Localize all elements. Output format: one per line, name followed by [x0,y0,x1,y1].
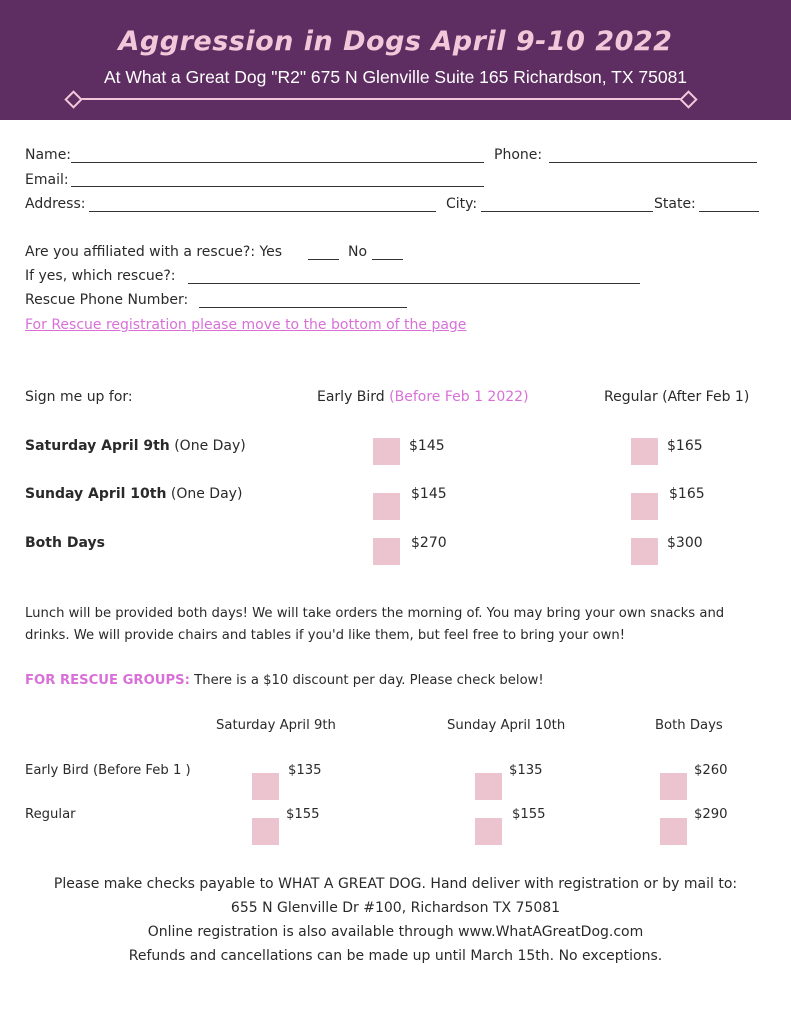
rescue-phone-field[interactable] [199,307,407,308]
footer-line1: Please make checks payable to WHAT A GREAT DOG. Hand deliver with registration or by mail to: [53,876,738,892]
option-day: Sunday April 10th [25,486,167,502]
saturday-option [25,438,246,454]
event-subtitle: At What a Great Dog "R2" 675 N Glenville Suite 165 Richardson, TX 75081 [103,67,688,87]
state-label: State: [654,196,696,212]
rescue-registration-link[interactable]: For Rescue registration please move to the bottom of the page [25,317,467,333]
rescue-text: There is a $10 discount per day. Please check below! [194,673,544,688]
col-sunday: Sunday April 10th [447,718,566,733]
early-bird-label: Early Bird [317,389,385,405]
price: $260 [694,763,728,778]
phone-field[interactable] [549,162,757,163]
footer-line3: Online registration is also available through www.WhatAGreatDog.com [147,924,644,940]
rescue-phone-label: Rescue Phone Number: [25,292,189,308]
lunch-note-line2: drinks. We will provide chairs and tables if you'd like them, but feel free to bring your own! [25,628,626,643]
price: $135 [288,763,322,778]
address-label: Address: [25,196,86,212]
rescue-no-field[interactable] [372,259,403,260]
early-bird-header [317,389,529,405]
price: $145 [411,486,447,502]
rescue-row-label: Early Bird (Before Feb 1 ) [25,763,191,778]
decorative-line [76,98,686,100]
name-field[interactable] [71,162,484,163]
checkbox-rescue-regular-both[interactable] [660,818,687,845]
early-bird-note: (Before Feb 1 2022) [389,389,529,405]
checkbox-both-regular[interactable] [631,538,658,565]
signup-label: Sign me up for: [25,389,133,405]
phone-label: Phone: [494,147,543,163]
email-label: Email: [25,172,69,188]
lunch-note-line1: Lunch will be provided both days! We will take orders the morning of. You may bring your own snacks and [25,606,725,621]
option-day: Saturday April 9th [25,438,170,454]
col-both: Both Days [655,718,723,733]
option-note: (One Day) [174,438,246,454]
price: $290 [694,807,728,822]
col-saturday: Saturday April 9th [216,718,336,733]
rescue-yes-field[interactable] [308,259,339,260]
price: $145 [409,438,445,454]
rescue-discount [25,673,544,688]
rescue-label: FOR RESCUE GROUPS: [25,673,190,688]
checkbox-rescue-regular-sun[interactable] [475,818,502,845]
which-rescue-field[interactable] [188,283,640,284]
checkbox-rescue-early-sun[interactable] [475,773,502,800]
price: $300 [667,535,703,551]
price: $165 [669,486,705,502]
checkbox-sunday-regular[interactable] [631,493,658,520]
price: $155 [286,807,320,822]
diamond-icon [64,90,82,108]
event-title: Aggression in Dogs April 9-10 2022 [118,26,673,57]
checkbox-saturday-early[interactable] [373,438,400,465]
rescue-no-label: No [348,244,368,260]
footer-line2: 655 N Glenville Dr #100, Richardson TX 75081 [230,900,561,916]
both-days-option: Both Days [25,535,105,551]
diamond-icon [679,90,697,108]
price: $155 [512,807,546,822]
header-banner [0,0,791,120]
option-note: (One Day) [170,486,243,502]
sunday-option [25,486,242,502]
checkbox-both-early[interactable] [373,538,400,565]
checkbox-saturday-regular[interactable] [631,438,658,465]
address-field[interactable] [89,211,436,212]
which-rescue-label: If yes, which rescue?: [25,268,176,284]
city-field[interactable] [481,211,653,212]
price: $135 [509,763,543,778]
name-label: Name: [25,147,72,163]
footer-line4: Refunds and cancellations can be made up until March 15th. No exceptions. [128,948,663,964]
price: $165 [667,438,703,454]
email-field[interactable] [71,186,484,187]
checkbox-rescue-early-sat[interactable] [252,773,279,800]
city-label: City: [446,196,478,212]
checkbox-rescue-regular-sat[interactable] [252,818,279,845]
price: $270 [411,535,447,551]
rescue-question: Are you affiliated with a rescue?: Yes [25,244,283,260]
regular-header: Regular (After Feb 1) [604,389,750,405]
checkbox-rescue-early-both[interactable] [660,773,687,800]
rescue-row-label: Regular [25,807,76,822]
checkbox-sunday-early[interactable] [373,493,400,520]
state-field[interactable] [699,211,759,212]
